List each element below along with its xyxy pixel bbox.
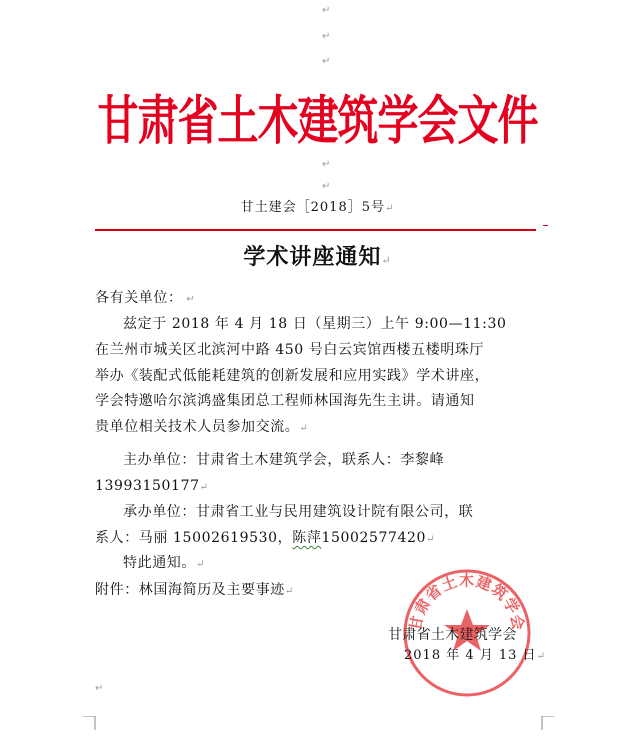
header-red-rule-end <box>543 225 548 226</box>
organizer-contact-1: 系人：马丽 15002619530， <box>95 529 293 546</box>
paragraph-mark: ↵ <box>536 651 546 662</box>
host-line-2 <box>95 474 541 501</box>
paragraph-mark: ↵ <box>95 683 104 694</box>
notice-title-text: 学术讲座通知 <box>243 244 382 270</box>
paragraph-mark: ↵ <box>199 481 209 493</box>
page-corner-mark <box>83 716 97 730</box>
host-phone: 13993150177 <box>95 477 200 494</box>
paragraph-mark: ↵ <box>381 254 392 267</box>
document-number <box>0 199 635 218</box>
signature-date-text: 2018 年 4 月 13 日 <box>404 648 537 663</box>
closing-text: 特此通知。 <box>123 555 196 571</box>
host-unit <box>95 448 541 501</box>
paragraph-mark: ↵ <box>284 586 294 597</box>
paragraph-mark: ↵ <box>426 533 436 545</box>
paragraph-mark: ↵ <box>322 56 331 67</box>
signature-date <box>404 648 546 665</box>
paragraph-mark: ↵ <box>322 31 331 42</box>
stamp-text: 甘肃省土木建筑学会 <box>406 571 528 633</box>
organizer-line-2 <box>95 526 541 553</box>
paragraph-mark: ↵ <box>196 559 205 570</box>
paragraph-mark: ↵ <box>322 181 331 192</box>
paragraph-mark: ↵ <box>322 159 331 170</box>
organizer-contact-2-name: 陈萍 <box>292 529 322 546</box>
document-number-text: 甘土建会［2018］5号 <box>240 200 385 215</box>
document-header-title: 甘肃省土木建筑学会文件 <box>97 89 538 152</box>
notice-title <box>0 243 635 275</box>
organizer-unit <box>95 500 541 553</box>
paragraph-mark: ↵ <box>322 5 331 16</box>
organizer-contact-2-phone: 15002577420 <box>321 529 427 546</box>
page-corner-mark <box>540 716 554 730</box>
body-line: 举办《装配式低能耗建筑的创新发展和应用实践》学术讲座， <box>95 367 490 384</box>
organizer-line: 承办单位：甘肃省工业与民用建筑设计院有限公司，联 <box>123 504 474 520</box>
salutation <box>95 286 541 312</box>
attachment-text: 附件：林国海简历及主要事迹 <box>95 582 285 598</box>
body-line: 学会特邀哈尔滨鸿盛集团总工程师林国海先生主讲。请通知 <box>95 393 475 410</box>
paragraph-mark: ↵ <box>384 203 395 214</box>
notice-body <box>95 312 541 442</box>
body-line: 兹定于 2018 年 4 月 18 日（星期三）上午 9:00—11:30 <box>123 316 507 332</box>
host-line: 主办单位：甘肃省土木建筑学会，联系人：李黎峰 <box>123 452 445 468</box>
paragraph-mark: ↵ <box>182 294 196 305</box>
header-red-rule <box>95 229 536 231</box>
salutation-text: 各有关单位： <box>95 290 183 306</box>
body-line-last <box>95 415 541 442</box>
signature-org: 甘肃省土木建筑学会 <box>388 627 517 643</box>
paragraph-mark: ↵ <box>299 423 309 435</box>
body-line: 在兰州市城关区北滨河中路 450 号白云宾馆西楼五楼明珠厅 <box>95 341 485 358</box>
body-line-text: 贵单位相关技术人员参加交流。 <box>95 419 300 436</box>
